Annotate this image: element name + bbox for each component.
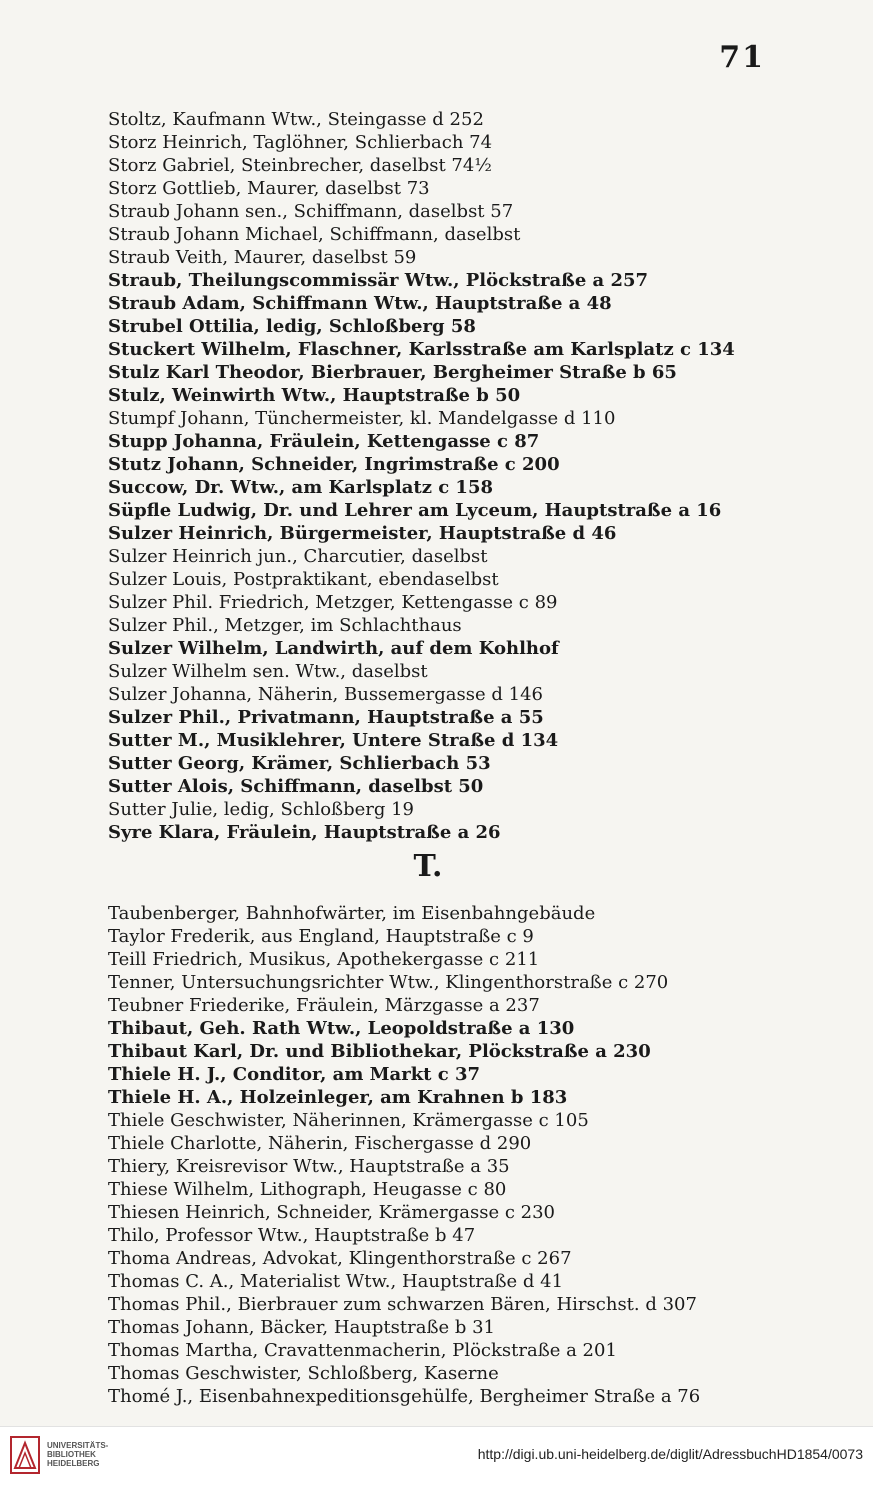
library-name <box>47 1441 108 1468</box>
directory-entry: Straub, Theilungscommissär Wtw., Plöckstraße a 257 <box>108 270 649 291</box>
directory-entry: Stumpf Johann, Tünchermeister, kl. Mandelgasse d 110 <box>108 408 616 429</box>
directory-entry: Sulzer Heinrich jun., Charcutier, daselbst <box>108 546 488 567</box>
directory-entry: Stutz Johann, Schneider, Ingrimstraße c 200 <box>108 454 560 475</box>
directory-entry: Thoma Andreas, Advokat, Klingenthorstraße c 267 <box>108 1248 572 1269</box>
directory-entry: Sulzer Johanna, Näherin, Bussemergasse d 146 <box>108 684 543 705</box>
directory-entry: Sulzer Wilhelm, Landwirth, auf dem Kohlhof <box>108 638 559 659</box>
directory-entry: Sutter M., Musiklehrer, Untere Straße d 134 <box>108 730 559 751</box>
directory-entry: Thibaut, Geh. Rath Wtw., Leopoldstraße a 130 <box>108 1018 575 1039</box>
directory-entry: Thiele H. J., Conditor, am Markt c 37 <box>108 1064 481 1085</box>
directory-entry: Süpfle Ludwig, Dr. und Lehrer am Lyceum, Hauptstraße a 16 <box>108 500 722 521</box>
directory-entry: Sulzer Louis, Postpraktikant, ebendaselbst <box>108 569 499 590</box>
directory-entry: Sulzer Phil., Metzger, im Schlachthaus <box>108 615 462 636</box>
library-name-line: HEIDELBERG <box>47 1459 100 1468</box>
directory-entry: Thomé J., Eisenbahnexpeditionsgehülfe, Bergheimer Straße a 76 <box>108 1386 701 1407</box>
university-library-logo-icon <box>10 1435 40 1475</box>
directory-entry: Sutter Georg, Krämer, Schlierbach 53 <box>108 753 491 774</box>
directory-entry: Strubel Ottilia, ledig, Schloßberg 58 <box>108 316 476 337</box>
directory-entry: Stulz, Weinwirth Wtw., Hauptstraße b 50 <box>108 385 521 406</box>
directory-entry: Syre Klara, Fräulein, Hauptstraße a 26 <box>108 822 501 843</box>
directory-entry: Straub Johann sen., Schiffmann, daselbst 57 <box>108 201 514 222</box>
directory-entry: Thiele H. A., Holzeinleger, am Krahnen b 183 <box>108 1087 568 1108</box>
directory-entry: Stulz Karl Theodor, Bierbrauer, Bergheimer Straße b 65 <box>108 362 677 383</box>
directory-entry: Thibaut Karl, Dr. und Bibliothekar, Plöckstraße a 230 <box>108 1041 651 1062</box>
directory-entry: Thomas C. A., Materialist Wtw., Hauptstraße d 41 <box>108 1271 564 1292</box>
directory-entry: Taubenberger, Bahnhofwärter, im Eisenbahngebäude <box>108 903 596 924</box>
directory-entry: Sulzer Wilhelm sen. Wtw., daselbst <box>108 661 428 682</box>
directory-entry: Stuckert Wilhelm, Flaschner, Karlsstraße am Karlsplatz c 134 <box>108 339 735 360</box>
directory-entry: Teill Friedrich, Musikus, Apothekergasse c 211 <box>108 949 540 970</box>
directory-entry: Sulzer Phil. Friedrich, Metzger, Kettengasse c 89 <box>108 592 558 613</box>
library-name-line: BIBLIOTHEK <box>47 1450 96 1459</box>
directory-entry: Thiery, Kreisrevisor Wtw., Hauptstraße a 35 <box>108 1156 510 1177</box>
directory-entry: Sulzer Heinrich, Bürgermeister, Hauptstraße d 46 <box>108 523 617 544</box>
directory-entry: Thiese Wilhelm, Lithograph, Heugasse c 80 <box>108 1179 507 1200</box>
directory-entry: Storz Gottlieb, Maurer, daselbst 73 <box>108 178 430 199</box>
directory-entry: Thomas Johann, Bäcker, Hauptstraße b 31 <box>108 1317 495 1338</box>
directory-entry: Straub Veith, Maurer, daselbst 59 <box>108 247 417 268</box>
library-name-line: UNIVERSITÄTS- <box>47 1441 109 1450</box>
directory-entry: Straub Adam, Schiffmann Wtw., Hauptstraße a 48 <box>108 293 612 314</box>
directory-entry: Storz Gabriel, Steinbrecher, daselbst 74½ <box>108 155 492 176</box>
directory-entry: Straub Johann Michael, Schiffmann, daselbst <box>108 224 521 245</box>
directory-entry: Stoltz, Kaufmann Wtw., Steingasse d 252 <box>108 109 484 130</box>
directory-entry: Tenner, Untersuchungsrichter Wtw., Klingenthorstraße c 270 <box>108 972 669 993</box>
directory-entry: Thomas Phil., Bierbrauer zum schwarzen Bären, Hirschst. d 307 <box>108 1294 697 1315</box>
directory-entry: Taylor Frederik, aus England, Hauptstraße c 9 <box>108 926 534 947</box>
directory-entry: Stupp Johanna, Fräulein, Kettengasse c 87 <box>108 431 540 452</box>
directory-entry: Succow, Dr. Wtw., am Karlsplatz c 158 <box>108 477 493 498</box>
directory-entry: Sutter Julie, ledig, Schloßberg 19 <box>108 799 414 820</box>
section-spacer <box>108 890 808 902</box>
viewer-footer <box>0 1426 873 1487</box>
directory-entry: Sutter Alois, Schiffmann, daselbst 50 <box>108 776 484 797</box>
directory-entry: Thiele Geschwister, Näherinnen, Krämergasse c 105 <box>108 1110 589 1131</box>
directory-entry: Thiesen Heinrich, Schneider, Krämergasse c 230 <box>108 1202 556 1223</box>
directory-entry: Storz Heinrich, Taglöhner, Schlierbach 74 <box>108 132 493 153</box>
directory-entries <box>108 108 808 1408</box>
directory-entry: Thilo, Professor Wtw., Hauptstraße b 47 <box>108 1225 476 1246</box>
page-number: 71 <box>719 40 765 75</box>
directory-entry: Thiele Charlotte, Näherin, Fischergasse d 290 <box>108 1133 532 1154</box>
section-heading: T. <box>413 849 443 884</box>
source-url[interactable]: http://digi.ub.uni-heidelberg.de/diglit/AdressbuchHD1854/0073 <box>477 1446 863 1462</box>
directory-entry: Thomas Martha, Cravattenmacherin, Plöckstraße a 201 <box>108 1340 617 1361</box>
directory-entry: Sulzer Phil., Privatmann, Hauptstraße a 55 <box>108 707 544 728</box>
directory-entry: Teubner Friederike, Fräulein, Märzgasse a 237 <box>108 995 540 1016</box>
directory-entry: Thomas Geschwister, Schloßberg, Kaserne <box>108 1363 499 1384</box>
